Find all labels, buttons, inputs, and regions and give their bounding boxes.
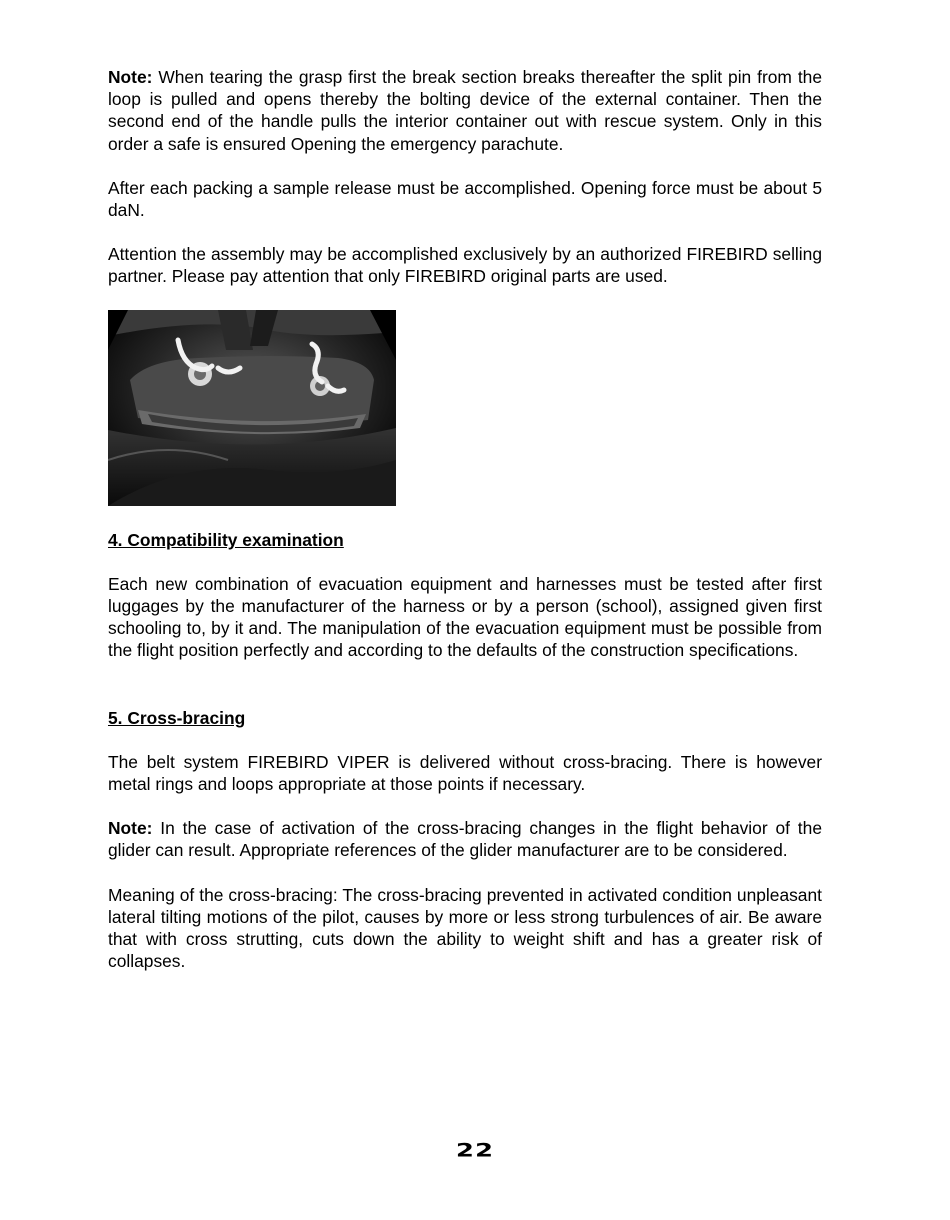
- note-paragraph-1: [108, 66, 822, 155]
- compatibility-paragraph: Each new combination of evacuation equipment and harnesses must be tested after first luggages by the manufacturer of the harness or by a person (school), assigned given first schooling to, by it and. The manipulation of the evacuation equipment must be possible from the flight position perfectly and according to the defaults of the construction specifications.: [108, 573, 822, 661]
- cross-bracing-paragraph: The belt system FIREBIRD VIPER is delivered without cross-bracing. There is however metal rings and loops appropriate at those points if necessary.: [108, 751, 822, 795]
- section-heading-cross-bracing: 5. Cross-bracing: [108, 707, 246, 728]
- attention-paragraph: Attention the assembly may be accomplished exclusively by an authorized FIREBIRD selling partner. Please pay attention that only FIREBIRD original parts are used.: [108, 244, 822, 287]
- sample-release-paragraph: After each packing a sample release must be accomplished. Opening force must be about 5 daN.: [108, 177, 822, 221]
- cross-bracing-meaning-paragraph: Meaning of the cross-bracing: The cross-bracing prevented in activated condition unpleasant lateral tilting motions of the pilot, causes by more or less strong turbulences of air. Be aware that with cross strutting, cuts down the ability to weight shift and has a greater risk of collapses.: [108, 884, 822, 972]
- page-number: 22: [455, 1140, 495, 1162]
- note-text-2: In the case of activation of the cross-bracing changes in the flight behavior of the glider can result. Appropriate references of the glider manufacturer are to be considered.: [108, 818, 822, 861]
- note-text: When tearing the grasp first the break section breaks thereafter the split pin from the loop is pulled and opens thereby the bolting device of the external container. Then the second end of the handle pulls the interior container out with rescue system. Only in this order a safe is ensured Opening the emergency parachute.: [108, 67, 822, 154]
- container-bolting-photo: [108, 310, 396, 506]
- note-paragraph-2: [108, 817, 822, 861]
- note-label-2: Note:: [108, 818, 153, 839]
- section-heading-compatibility: 4. Compatibility examination: [108, 529, 344, 550]
- note-label: Note:: [108, 67, 153, 87]
- document-page: [108, 66, 822, 972]
